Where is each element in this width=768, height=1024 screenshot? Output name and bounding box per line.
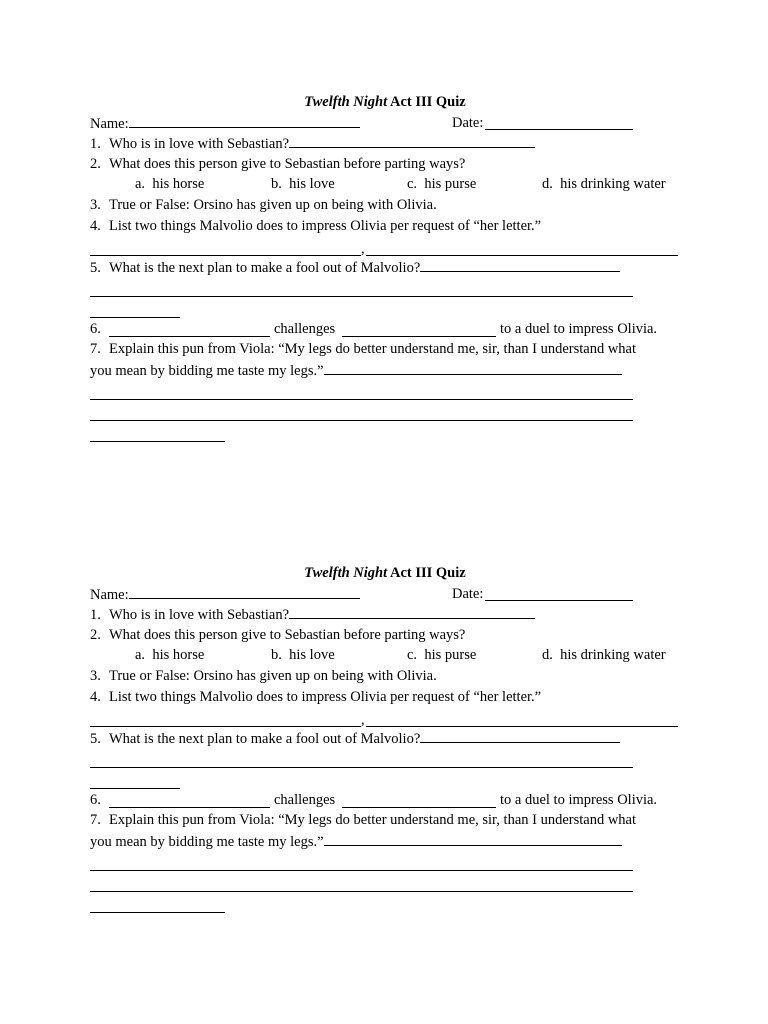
question-6-mid: challenges	[274, 791, 336, 808]
question-5-text: What is the next plan to make a fool out of Malvolio?	[109, 730, 421, 747]
comma: ,	[361, 712, 365, 729]
name-label: Name:	[90, 586, 129, 603]
question-2-text: What does this person give to Sebastian before parting ways?	[109, 626, 466, 643]
quiz-title: Twelfth Night Act III Quiz	[304, 94, 466, 110]
date-field[interactable]	[485, 586, 633, 601]
answer-6b-field[interactable]	[342, 322, 496, 337]
answer-4b-field[interactable]	[366, 241, 678, 256]
answer-1-field[interactable]	[289, 133, 535, 148]
question-3: 3. True or False: Orsino has given up on being with Olivia.	[90, 667, 437, 684]
question-1: 1. Who is in love with Sebastian?	[90, 604, 680, 625]
question-2-options	[90, 174, 680, 195]
question-5: 5. What is the next plan to make a fool out of Malvolio?	[90, 257, 680, 278]
question-6-end: to a duel to impress Olivia.	[500, 791, 658, 808]
answer-5-field[interactable]	[420, 728, 620, 743]
question-2: 2. What does this person give to Sebastian before parting ways?	[90, 626, 466, 643]
answer-7-line-4[interactable]	[90, 422, 680, 443]
question-4-text: List two things Malvolio does to impress Olivia per request of “her letter.”	[109, 217, 542, 234]
question-4: 4. List two things Malvolio does to impress Olivia per request of “her letter.”	[90, 217, 542, 234]
answer-6a-field[interactable]	[109, 322, 270, 337]
name-date-row	[90, 113, 680, 134]
date-label: Date:	[452, 585, 484, 602]
question-7-line-2: you mean by bidding me taste my legs.”	[90, 831, 680, 852]
answer-4a-field[interactable]	[90, 712, 361, 727]
question-3-text: True or False: Orsino has given up on being with Olivia.	[109, 667, 437, 684]
answer-6a-field[interactable]	[109, 793, 270, 808]
question-2: 2. What does this person give to Sebastian before parting ways?	[90, 155, 466, 172]
answer-5-line-3[interactable]	[90, 298, 680, 319]
question-5-text: What is the next plan to make a fool out of Malvolio?	[109, 259, 421, 276]
name-field[interactable]	[129, 113, 360, 128]
question-3-text: True or False: Orsino has given up on being with Olivia.	[109, 196, 437, 213]
question-2-text: What does this person give to Sebastian before parting ways?	[109, 155, 466, 172]
question-4-text: List two things Malvolio does to impress Olivia per request of “her letter.”	[109, 688, 542, 705]
answer-4a-field[interactable]	[90, 241, 361, 256]
answer-5-line-2[interactable]	[90, 748, 680, 769]
option-c[interactable]: c. his purse	[407, 647, 477, 664]
question-6: 6. challenges to a duel to impress Olivia.	[90, 319, 680, 340]
question-7-line-2: you mean by bidding me taste my legs.”	[90, 360, 680, 381]
answer-5-field[interactable]	[420, 257, 620, 272]
question-7: 7. Explain this pun from Viola: “My legs do better understand me, sir, than I understand what	[90, 341, 637, 358]
date-label: Date:	[452, 114, 484, 131]
answer-7-line-2[interactable]	[90, 851, 680, 872]
comma: ,	[361, 241, 365, 258]
answer-7-line-3[interactable]	[90, 872, 680, 893]
answer-7-line-4[interactable]	[90, 893, 680, 914]
answer-4b-field[interactable]	[366, 712, 678, 727]
answer-5-line-2[interactable]	[90, 277, 680, 298]
question-6: 6. challenges to a duel to impress Olivia.	[90, 790, 680, 811]
answer-7-line-2[interactable]	[90, 380, 680, 401]
answer-7-field[interactable]	[324, 831, 622, 846]
question-6-mid: challenges	[274, 320, 336, 337]
option-a[interactable]: a. his horse	[135, 176, 205, 193]
quiz-copy-2	[90, 563, 680, 913]
answer-7-field[interactable]	[324, 360, 622, 375]
name-field[interactable]	[129, 584, 360, 599]
answer-1-field[interactable]	[289, 604, 535, 619]
question-2-options	[90, 645, 680, 666]
date-field[interactable]	[485, 115, 633, 130]
answer-6b-field[interactable]	[342, 793, 496, 808]
name-label: Name:	[90, 115, 129, 132]
answer-7-line-3[interactable]	[90, 401, 680, 422]
question-1-text: Who is in love with Sebastian?	[109, 136, 290, 153]
option-b[interactable]: b. his love	[271, 647, 335, 664]
question-5: 5. What is the next plan to make a fool out of Malvolio?	[90, 728, 680, 749]
question-7-text: Explain this pun from Viola: “My legs do better understand me, sir, than I understand what	[109, 341, 637, 358]
question-1: 1. Who is in love with Sebastian?	[90, 133, 680, 154]
quiz-title: Twelfth Night Act III Quiz	[304, 565, 466, 581]
question-6-end: to a duel to impress Olivia.	[500, 320, 658, 337]
option-c[interactable]: c. his purse	[407, 176, 477, 193]
question-7-text: Explain this pun from Viola: “My legs do better understand me, sir, than I understand what	[109, 812, 637, 829]
question-4-answer-row	[90, 707, 680, 728]
question-3: 3. True or False: Orsino has given up on being with Olivia.	[90, 196, 437, 213]
question-1-text: Who is in love with Sebastian?	[109, 607, 290, 624]
name-date-row	[90, 584, 680, 605]
option-d[interactable]: d. his drinking water	[542, 176, 666, 193]
answer-5-line-3[interactable]	[90, 769, 680, 790]
quiz-copy-1	[90, 92, 680, 442]
question-4-answer-row	[90, 236, 680, 257]
option-b[interactable]: b. his love	[271, 176, 335, 193]
question-7: 7. Explain this pun from Viola: “My legs do better understand me, sir, than I understand what	[90, 812, 637, 829]
option-d[interactable]: d. his drinking water	[542, 647, 666, 664]
option-a[interactable]: a. his horse	[135, 647, 205, 664]
question-4: 4. List two things Malvolio does to impress Olivia per request of “her letter.”	[90, 688, 542, 705]
